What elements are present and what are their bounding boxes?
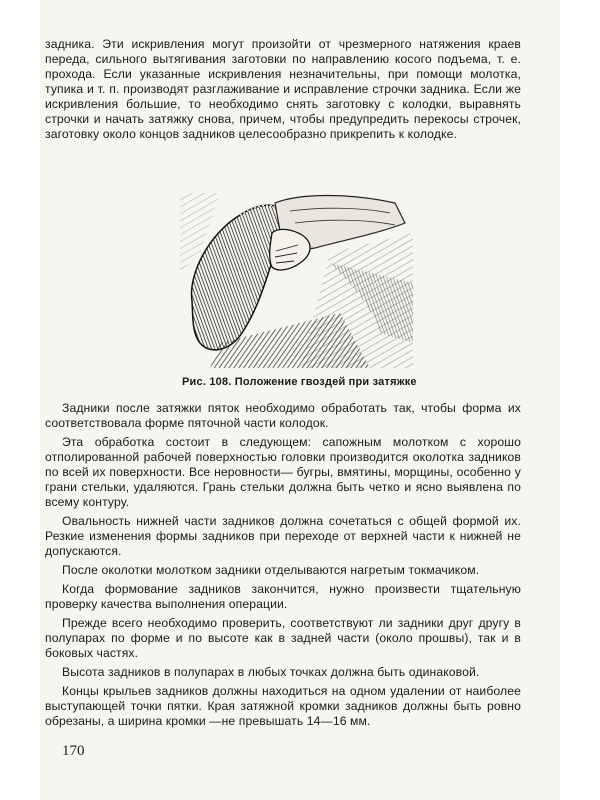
paragraph: Овальность нижней части задников должна сочетаться с общей формой их. Резкие изменения формы задников при переходе от верхней части к нижней не допускаются. bbox=[45, 514, 521, 558]
shoe-lasting-drawing bbox=[180, 193, 413, 368]
paragraph: Эта обработка состоит в следующем: сапожным молотком с хорошо отполированной рабочей поверхностью головки производится околотка задников по всей их поверхности. Все неровности— бугры, вмятины, морщины, особенно у грани стельки, удаляются. Грань стельки должна быть четко и ясно выявлена по всему контуру. bbox=[45, 435, 521, 509]
paragraph: Задники после затяжки пяток необходимо обработать так, чтобы форма их соответствовала форме пяточной части колодок. bbox=[45, 401, 521, 430]
right-margin bbox=[560, 0, 600, 800]
paragraph: Когда формование задников закончится, нужно произвести тщательную проверку качества выполнения операции. bbox=[45, 582, 521, 611]
top-text-block bbox=[45, 37, 521, 142]
main-text-block bbox=[45, 401, 521, 733]
paragraph: Высота задников в полупарах в любых точках должна быть одинаковой. bbox=[62, 665, 480, 679]
top-paragraph: задника. Эти искривления могут произойти от чрезмерного натяжения краев переда, сильного вытягивания заготовки по направлению косого подъема, т. е. прохода. Если указанные искривления незначительны, при помощи молотка, тупика и т. п. производят разглаживание и исправление строчки задника. Если же искривления большие, то необходимо снять заготовку с колодки, выравнять строчки и начать затяжку снова, причем, чтобы предупредить перекосы строчек, заготовку около концов задников целесообразно прикрепить к колодке. bbox=[45, 37, 521, 141]
paragraph: Прежде всего необходимо проверить, соответствуют ли задники друг другу в полупарах по форме и по высоте как в задней части (около прошвы), так и в боковых частях. bbox=[45, 616, 521, 660]
figure-caption: Рис. 108. Положение гвоздей при затяжке bbox=[182, 376, 417, 388]
paragraph: Концы крыльев задников должны находиться на одном удалении от наиболее выступающей точки пятки. Края затяжной кромки задников должны быть ровно обрезаны, а ширина кромки —не превышать 14—16 мм. bbox=[45, 684, 521, 728]
page-number: 170 bbox=[62, 743, 85, 759]
paragraph: После околотки молотком задники отделываются нагретым токмачиком. bbox=[62, 563, 480, 577]
figure-shoe-illustration bbox=[180, 193, 413, 368]
left-margin bbox=[0, 0, 40, 800]
